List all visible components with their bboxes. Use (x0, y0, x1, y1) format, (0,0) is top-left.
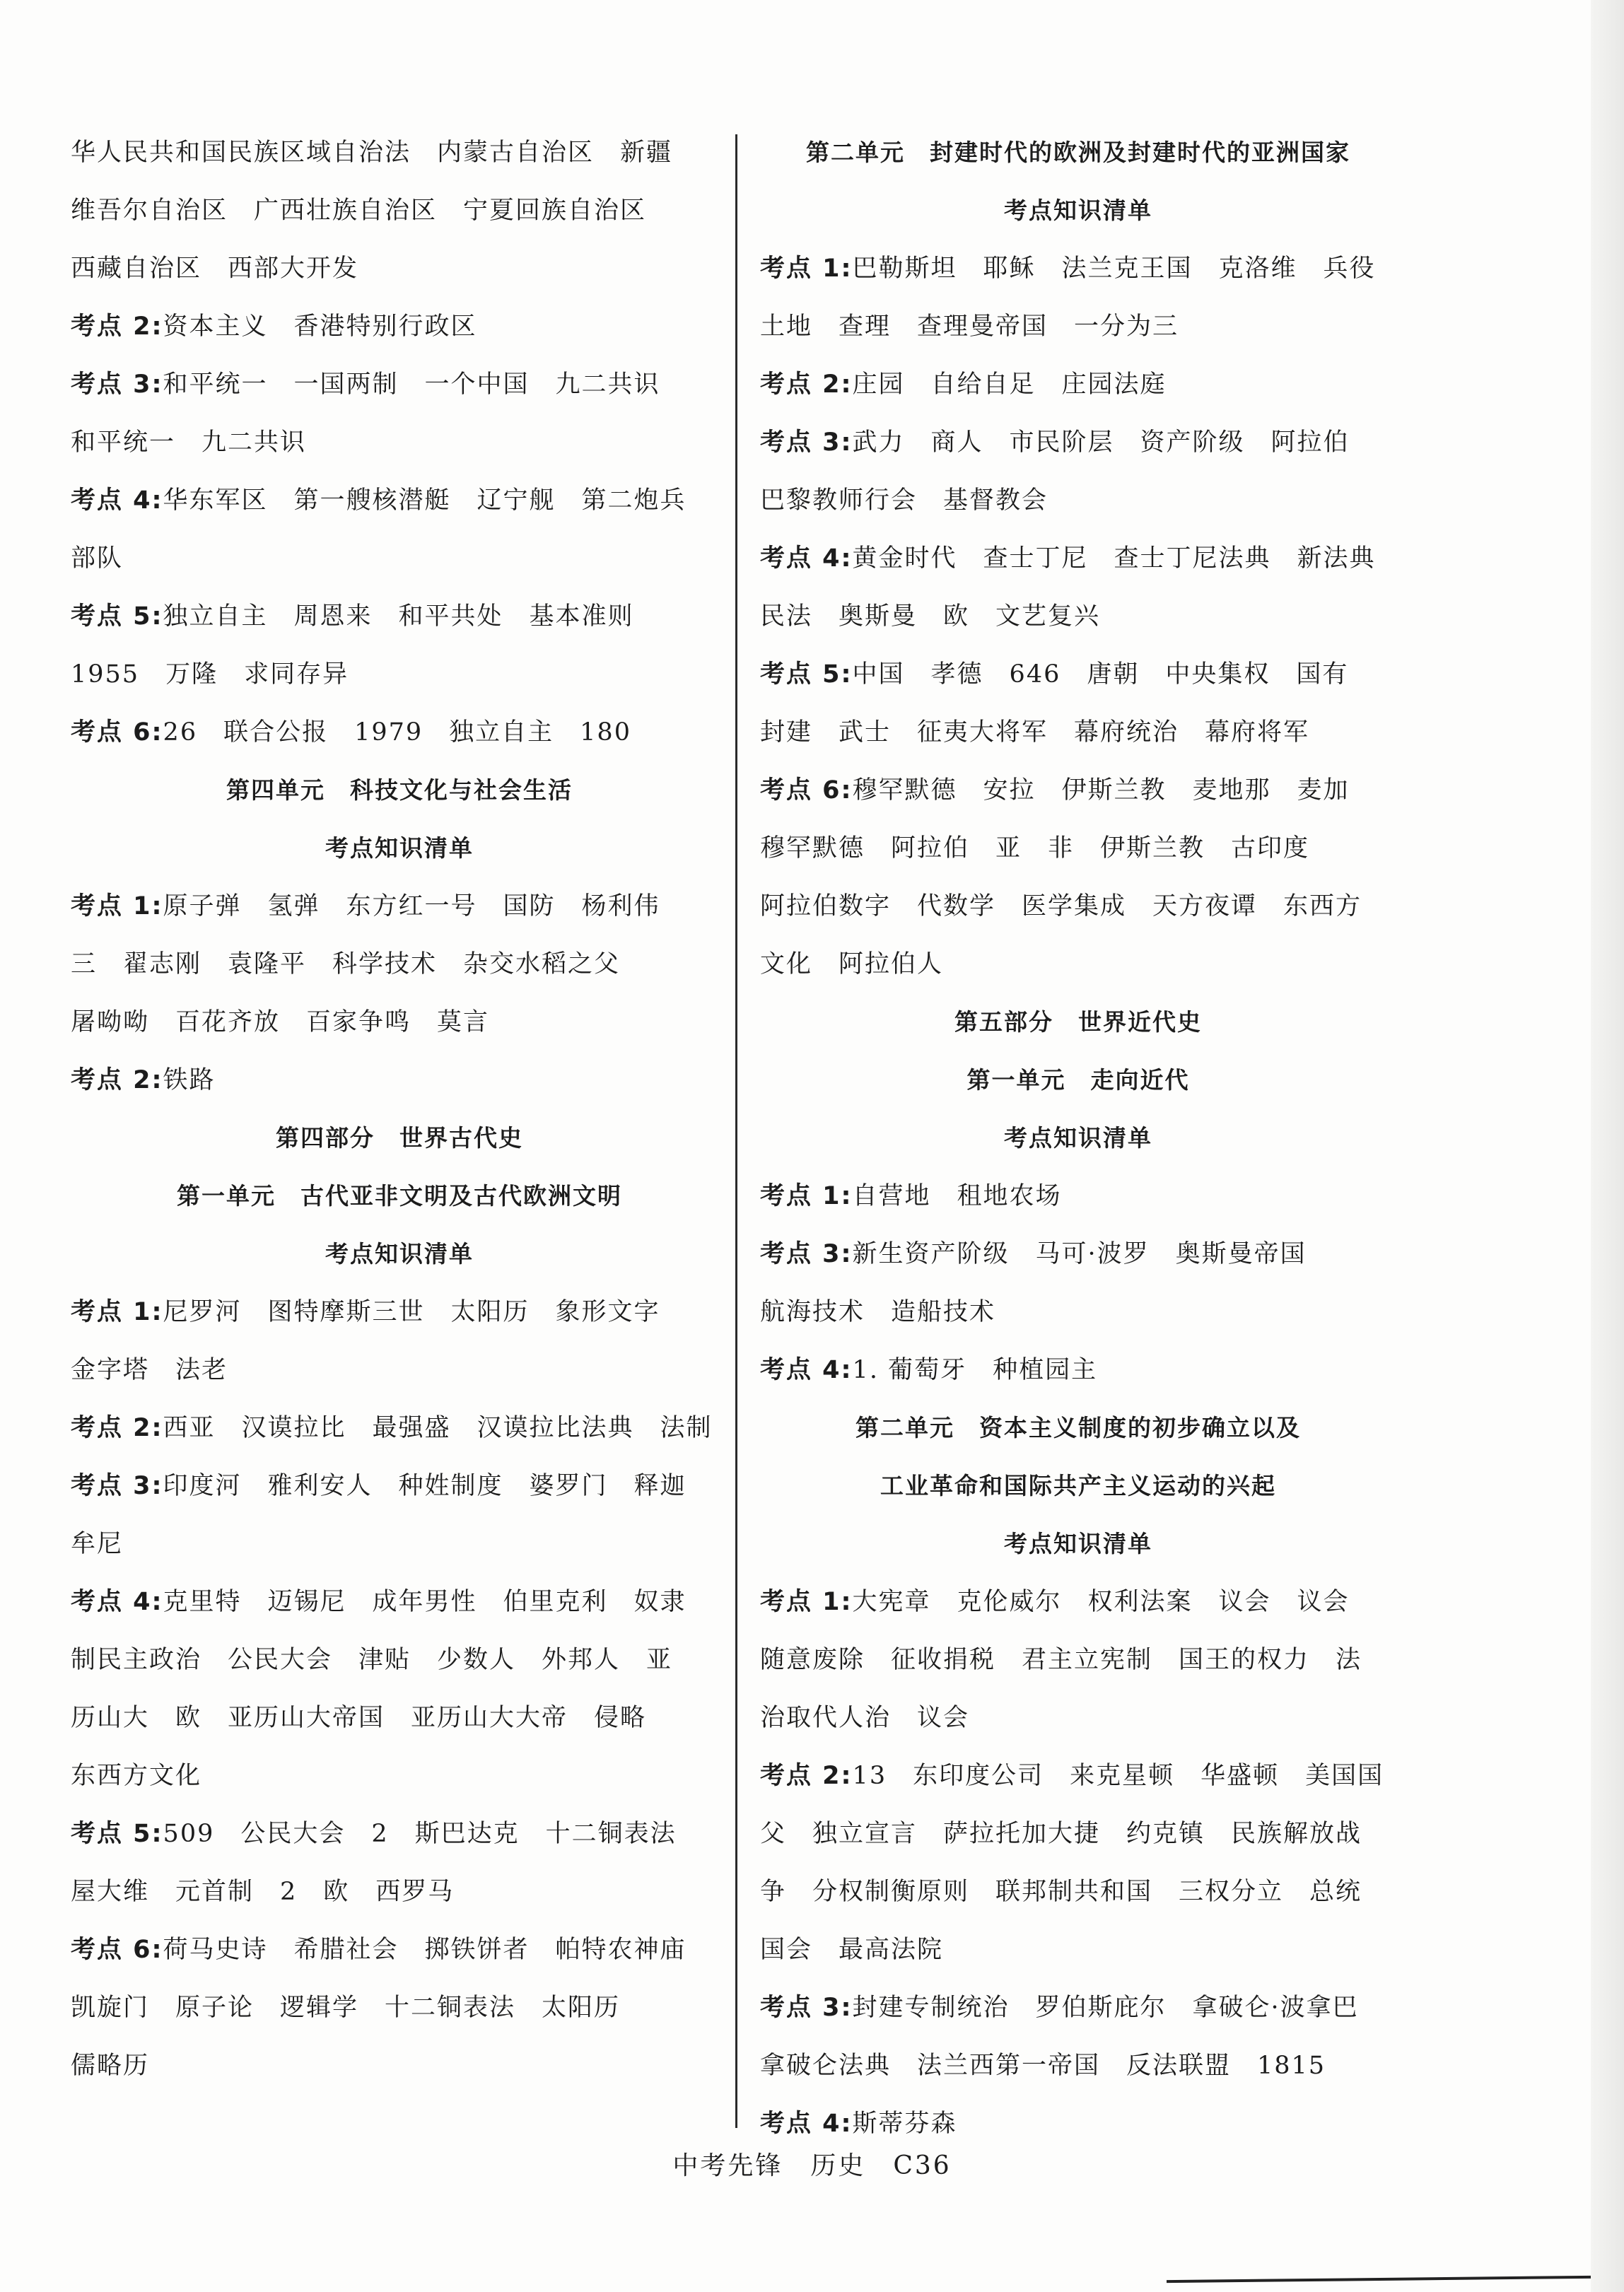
exam-point-line (760, 1341, 1396, 1399)
section-heading: 考点知识清单 (1004, 1530, 1152, 1557)
section-heading: 考点知识清单 (1004, 197, 1152, 224)
exam-point-label: 考点 1: (760, 255, 853, 283)
section-heading: 考点知识清单 (325, 1240, 474, 1268)
exam-point-line (71, 1805, 728, 1863)
text-line: 三 翟志刚 袁隆平 科学技术 杂交水稻之父 (71, 950, 621, 978)
exam-point-answers: 独立自主 周恩来 和平共处 基本准则 (163, 602, 634, 631)
exam-point-line (71, 1399, 728, 1457)
exam-point-label: 考点 2: (760, 370, 853, 399)
section-heading: 工业革命和国际共产主义运动的兴起 (880, 1472, 1276, 1499)
exam-point-label: 考点 5: (71, 1820, 163, 1848)
exam-point-answers: 斯蒂芬森 (852, 2110, 957, 2138)
exam-point-line (760, 356, 1396, 414)
text-line: 文化 阿拉伯人 (760, 950, 944, 978)
exam-point-label: 考点 3: (760, 428, 853, 457)
exam-point-label: 考点 3: (71, 370, 163, 399)
text-line: 随意废除 征收捐税 君主立宪制 国王的权力 法 (760, 1646, 1362, 1674)
exam-point-label: 考点 4: (760, 2110, 853, 2138)
exam-point-answers: 西亚 汉谟拉比 最强盛 汉谟拉比法典 法制 (163, 1414, 713, 1442)
text-line: 1955 万隆 求同存异 (71, 660, 349, 689)
exam-point-line (760, 2095, 1396, 2153)
column-divider (735, 134, 737, 2128)
exam-point-answers: 庄园 自给自足 庄园法庭 (852, 370, 1167, 399)
scan-edge-shade (1591, 0, 1624, 2292)
exam-point-label: 考点 3: (71, 1472, 163, 1500)
section-heading: 第一单元 走向近代 (966, 1066, 1190, 1094)
exam-point-line (760, 1747, 1396, 1805)
exam-point-line (71, 587, 728, 645)
exam-point-line (760, 1225, 1396, 1283)
exam-point-label: 考点 4: (760, 544, 853, 573)
text-line: 屠呦呦 百花齐放 百家争鸣 莫言 (71, 1008, 490, 1036)
exam-point-answers: 荷马史诗 希腊社会 掷铁饼者 帕特农神庙 (163, 1936, 687, 1964)
exam-point-label: 考点 6: (71, 1936, 163, 1964)
exam-point-answers: 武力 商人 市民阶层 资产阶级 阿拉伯 (852, 428, 1350, 457)
text-line: 东西方文化 (71, 1762, 202, 1790)
text-line: 部队 (71, 544, 124, 573)
text-line: 凯旋门 原子论 逻辑学 十二铜表法 太阳历 (71, 1994, 621, 2022)
exam-point-line (760, 1979, 1396, 2037)
exam-point-label: 考点 1: (71, 892, 163, 920)
exam-point-answers: 黄金时代 查士丁尼 查士丁尼法典 新法典 (852, 544, 1376, 573)
text-line: 争 分权制衡原则 联邦制共和国 三权分立 总统 (760, 1878, 1362, 1906)
exam-point-line (71, 1457, 728, 1515)
exam-point-line (760, 761, 1396, 819)
exam-point-answers: 印度河 雅利安人 种姓制度 婆罗门 释迦 (163, 1472, 687, 1500)
text-line: 儒略历 (71, 2052, 150, 2080)
exam-point-answers: 巴勒斯坦 耶稣 法兰克王国 克洛维 兵役 (852, 255, 1376, 283)
exam-point-label: 考点 2: (71, 1066, 163, 1094)
exam-point-line (71, 298, 728, 356)
section-heading: 第四部分 世界古代史 (276, 1124, 523, 1152)
text-line: 土地 查理 查理曼帝国 一分为三 (760, 312, 1179, 341)
exam-point-label: 考点 3: (760, 1240, 853, 1268)
exam-point-answers: 1. 葡萄牙 种植园主 (852, 1356, 1098, 1384)
exam-point-label: 考点 3: (760, 1994, 853, 2022)
exam-point-answers: 封建专制统治 罗伯斯庇尔 拿破仑·波拿巴 (852, 1994, 1359, 2022)
text-line: 父 独立宣言 萨拉托加大捷 约克镇 民族解放战 (760, 1820, 1362, 1848)
exam-point-answers: 中国 孝德 646 唐朝 中央集权 国有 (852, 660, 1349, 689)
exam-point-answers: 铁路 (163, 1066, 216, 1094)
exam-point-answers: 和平统一 一国两制 一个中国 九二共识 (163, 370, 660, 399)
text-line: 历山大 欧 亚历山大帝国 亚历山大大帝 侵略 (71, 1704, 647, 1732)
exam-point-label: 考点 4: (760, 1356, 853, 1384)
left-column (71, 124, 728, 2095)
exam-point-label: 考点 4: (71, 1588, 163, 1616)
text-line: 航海技术 造船技术 (760, 1298, 996, 1326)
section-heading: 第四单元 科技文化与社会生活 (226, 776, 573, 804)
exam-point-answers: 穆罕默德 安拉 伊斯兰教 麦地那 麦加 (852, 776, 1350, 805)
text-line: 民法 奥斯曼 欧 文艺复兴 (760, 602, 1101, 631)
exam-point-line (760, 645, 1396, 703)
exam-point-label: 考点 1: (760, 1588, 853, 1616)
exam-point-answers: 尼罗河 图特摩斯三世 太阳历 象形文字 (163, 1298, 660, 1326)
exam-point-line (760, 530, 1396, 587)
section-heading: 第五部分 世界近代史 (954, 1008, 1202, 1036)
exam-point-answers: 26 联合公报 1979 独立自主 180 (163, 718, 631, 747)
text-line: 拿破仑法典 法兰西第一帝国 反法联盟 1815 (760, 2052, 1326, 2080)
text-line: 阿拉伯数字 代数学 医学集成 天方夜谭 东西方 (760, 892, 1362, 920)
section-heading: 第一单元 古代亚非文明及古代欧洲文明 (177, 1182, 622, 1210)
exam-point-line (71, 1051, 728, 1109)
text-line: 封建 武士 征夷大将军 幕府统治 幕府将军 (760, 718, 1310, 747)
section-heading: 考点知识清单 (325, 834, 474, 862)
exam-point-answers: 原子弹 氢弹 东方红一号 国防 杨利伟 (163, 892, 660, 920)
exam-point-answers: 新生资产阶级 马可·波罗 奥斯曼帝国 (852, 1240, 1307, 1268)
exam-point-line (71, 1573, 728, 1631)
page-footer: 中考先锋 历史 C36 (672, 2151, 952, 2180)
exam-point-answers: 华东军区 第一艘核潜艇 辽宁舰 第二炮兵 (163, 486, 687, 515)
exam-point-answers: 克里特 迈锡尼 成年男性 伯里克利 奴隶 (163, 1588, 687, 1616)
exam-point-label: 考点 1: (760, 1182, 853, 1210)
text-line: 维吾尔自治区 广西壮族自治区 宁夏回族自治区 (71, 197, 647, 225)
section-heading: 第二单元 资本主义制度的初步确立以及 (855, 1414, 1301, 1442)
exam-point-line (71, 1921, 728, 1979)
exam-point-label: 考点 5: (760, 660, 853, 689)
text-line: 和平统一 九二共识 (71, 428, 307, 457)
scan-edge-line (1167, 2276, 1591, 2283)
exam-point-line (760, 1167, 1396, 1225)
text-line: 制民主政治 公民大会 津贴 少数人 外邦人 亚 (71, 1646, 673, 1674)
exam-point-label: 考点 6: (760, 776, 853, 805)
exam-point-line (760, 240, 1396, 298)
exam-point-label: 考点 4: (71, 486, 163, 515)
exam-point-label: 考点 2: (71, 1414, 163, 1442)
exam-point-answers: 资本主义 香港特别行政区 (163, 312, 477, 341)
section-heading: 第二单元 封建时代的欧洲及封建时代的亚洲国家 (806, 139, 1350, 166)
text-line: 治取代人治 议会 (760, 1704, 970, 1732)
text-line: 国会 最高法院 (760, 1936, 944, 1964)
exam-point-label: 考点 1: (71, 1298, 163, 1326)
text-line: 屋大维 元首制 2 欧 西罗马 (71, 1878, 455, 1906)
exam-point-answers: 509 公民大会 2 斯巴达克 十二铜表法 (163, 1820, 677, 1848)
exam-point-line (71, 356, 728, 414)
exam-point-line (71, 472, 728, 530)
text-line: 金字塔 法老 (71, 1356, 228, 1384)
exam-point-label: 考点 2: (71, 312, 163, 341)
text-line: 巴黎教师行会 基督教会 (760, 486, 1048, 515)
section-heading: 考点知识清单 (1004, 1124, 1152, 1152)
exam-point-line (71, 877, 728, 935)
exam-point-label: 考点 5: (71, 602, 163, 631)
exam-point-answers: 大宪章 克伦威尔 权利法案 议会 议会 (852, 1588, 1350, 1616)
text-line: 西藏自治区 西部大开发 (71, 255, 359, 283)
text-line: 华人民共和国民族区域自治法 内蒙古自治区 新疆 (71, 139, 673, 167)
exam-point-line (71, 703, 728, 761)
exam-point-line (760, 1573, 1396, 1631)
text-line: 穆罕默德 阿拉伯 亚 非 伊斯兰教 古印度 (760, 834, 1310, 863)
exam-point-label: 考点 2: (760, 1762, 853, 1790)
exam-point-label: 考点 6: (71, 718, 163, 747)
exam-point-answers: 13 东印度公司 来克星顿 华盛顿 美国国 (852, 1762, 1384, 1790)
exam-point-line (71, 1283, 728, 1341)
exam-point-answers: 自营地 租地农场 (852, 1182, 1062, 1210)
text-line: 牟尼 (71, 1530, 124, 1558)
right-column (760, 124, 1396, 2153)
exam-point-line (760, 414, 1396, 472)
